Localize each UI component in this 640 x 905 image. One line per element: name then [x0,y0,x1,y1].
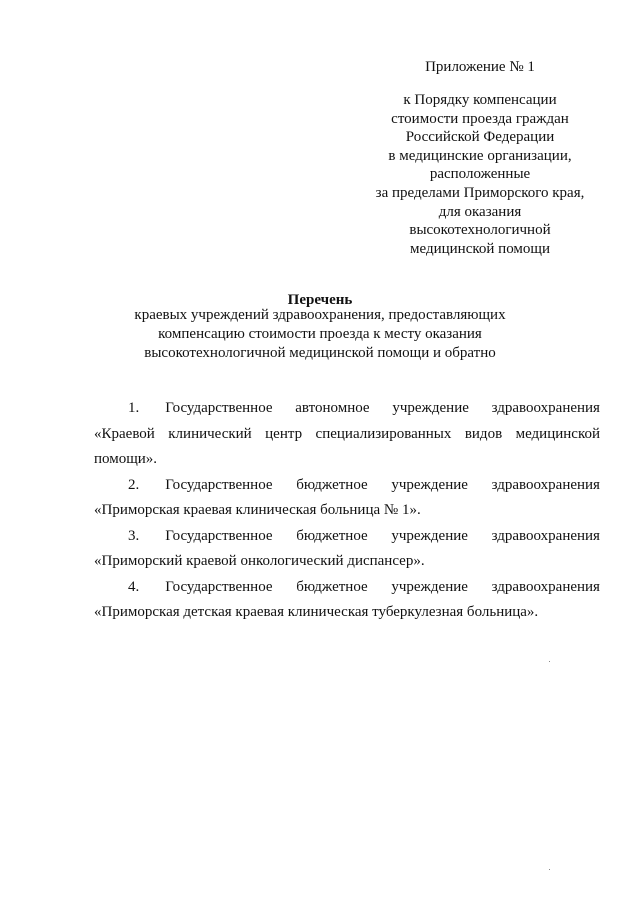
list-item-word: здравоохранения [491,578,600,595]
institution-list [94,396,600,626]
list-item-name: «Приморский краевой онкологический диспансер». [94,553,425,569]
list-item-word: Государственное [165,527,273,544]
list-item-name: «Краевой клинический центр специализированных видов медицинской [94,425,600,442]
scan-speck [549,661,550,662]
list-item-word: здравоохранения [491,527,600,544]
appendix-reference-line: за пределами Приморского края, [375,184,585,201]
list-item-first-line [94,396,600,422]
list-item-first-line [94,524,600,550]
list-item-word: автономное [295,400,370,416]
appendix-reference [360,91,600,258]
list-item-first-line [94,575,600,601]
list-item-word: учреждение [391,578,468,595]
list-item-word: Государственное [165,400,273,416]
list-item-word: здравоохранения [491,400,600,416]
appendix-reference-line: стоимости проезда граждан [391,110,569,127]
list-item-word: бюджетное [296,527,368,544]
list-item [94,524,600,575]
list-item-number: 4. [128,578,140,595]
list-subtitle-line: высокотехнологичной медицинской помощи и обратно [144,345,496,361]
list-item-word: бюджетное [296,476,368,493]
list-item-name: «Приморская детская краевая клиническая туберкулезная больница». [94,604,539,620]
list-item-word: Государственное [165,476,273,493]
list-item-first-line [94,473,600,499]
appendix-reference-line: для оказания [438,203,522,220]
list-subtitle [90,306,550,363]
list-title: Перечень [287,292,353,308]
list-item-name-continued: помощи». [94,451,158,467]
appendix-reference-line: медицинской помощи [410,240,550,257]
list-item-number: 2. [128,476,140,493]
appendix-reference-line: высокотехнологичной [409,222,551,239]
list-subtitle-line: компенсацию стоимости проезда к месту оказания [158,326,482,342]
list-item-word: учреждение [392,400,469,416]
list-item-word: учреждение [391,527,468,544]
scan-speck [549,869,550,870]
list-item-word: Государственное [165,578,273,595]
appendix-reference-line: в медицинские организации, [388,147,572,164]
list-item-number: 1. [128,400,140,416]
list-subtitle-line: краевых учреждений здравоохранения, предоставляющих [134,307,506,323]
list-item-word: бюджетное [296,578,368,595]
appendix-reference-line: расположенные [429,166,531,183]
appendix-title: Приложение № 1 [425,59,535,75]
list-item [94,473,600,524]
list-item-name: «Приморская краевая клиническая больница № 1». [94,502,421,518]
appendix-reference-line: Российской Федерации [405,129,555,146]
list-item-number: 3. [128,527,140,544]
list-item-word: учреждение [391,476,468,493]
list-item [94,396,600,473]
list-item-word: здравоохранения [491,476,600,493]
appendix-reference-line: к Порядку компенсации [403,92,557,108]
list-item [94,575,600,626]
